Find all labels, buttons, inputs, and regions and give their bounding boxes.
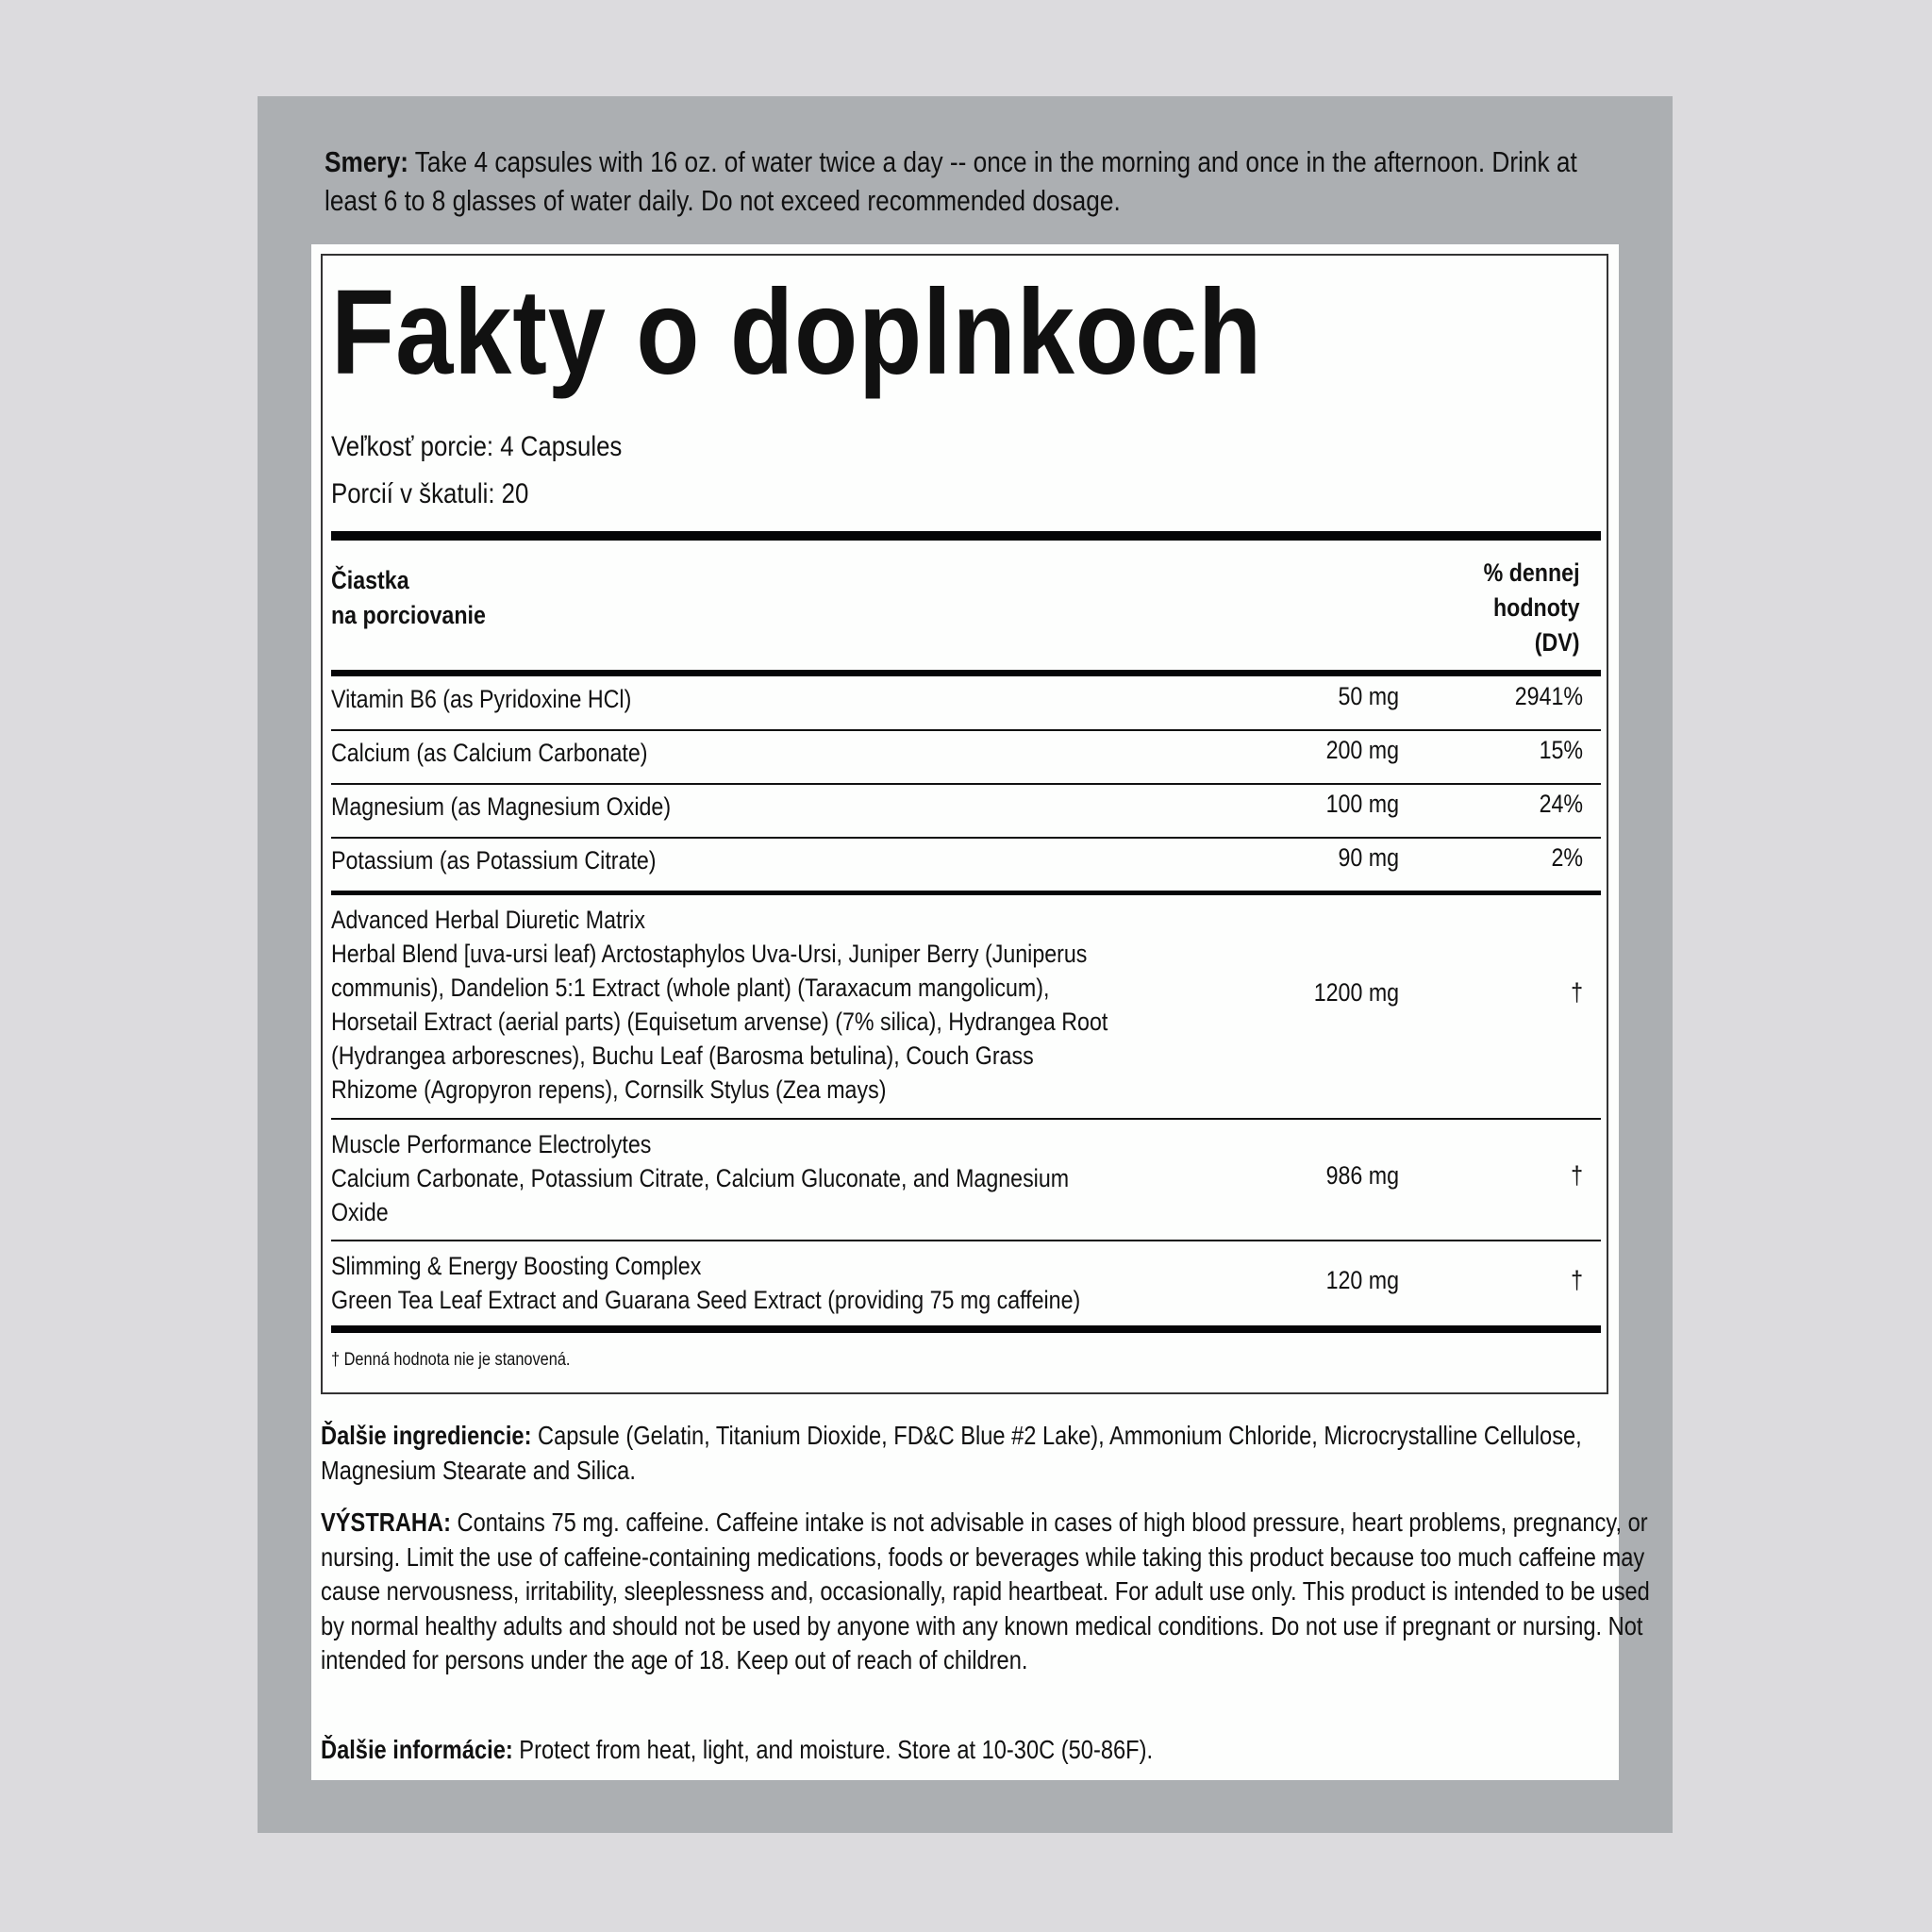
blend-line: communis), Dandelion 5:1 Extract (whole plant) (Taraxacum mangolicum),: [331, 974, 1050, 1002]
other-ingredients-label: Ďalšie ingrediencie:: [321, 1421, 532, 1450]
additional-info-label: Ďalšie informácie:: [321, 1735, 513, 1764]
nutrient-dv: 2941%: [1514, 682, 1583, 710]
nutrient-name: Potassium (as Potassium Citrate): [331, 846, 657, 874]
header-right-line1: % dennej: [1484, 558, 1580, 587]
blend-line: Calcium Carbonate, Potassium Citrate, Calcium Gluconate, and Magnesium: [331, 1164, 1070, 1192]
thin-rule: [331, 1118, 1601, 1120]
header-right-line3: (DV): [1535, 628, 1580, 657]
dagger-icon: †: [1571, 1161, 1583, 1190]
blend-row: [331, 1249, 1601, 1324]
servings-per-container: Porcií v škatuli: 20: [331, 478, 529, 509]
header-right-line2: hodnoty: [1493, 593, 1580, 622]
nutrient-name: Vitamin B6 (as Pyridoxine HCl): [331, 685, 632, 713]
thin-rule: [331, 783, 1601, 785]
blend-amount: 1200 mg: [1313, 978, 1399, 1007]
thick-rule: [331, 1325, 1601, 1333]
nutrient-name: Calcium (as Calcium Carbonate): [331, 739, 648, 767]
additional-info: [321, 1733, 1651, 1768]
thin-rule: [331, 729, 1601, 731]
blend-row: [331, 903, 1601, 1110]
nutrient-amount: 50 mg: [1338, 682, 1399, 710]
directions-text: [325, 143, 1617, 221]
other-ingredients-text: Capsule (Gelatin, Titanium Dioxide, FD&C Blue #2 Lake), Ammonium Chloride, Microcrystalline Cellulose, Magnesium Stearate and Silica.: [321, 1421, 1582, 1485]
blend-title: Advanced Herbal Diuretic Matrix: [331, 906, 645, 934]
table-row: [331, 682, 1601, 729]
directions-label: Smery:: [325, 146, 408, 178]
dagger-icon: †: [1571, 1266, 1583, 1294]
blend-line: (Hydrangea arborescnes), Buchu Leaf (Barosma betulina), Couch Grass: [331, 1041, 1034, 1070]
blend-line: Oxide: [331, 1198, 389, 1226]
blend-amount: 120 mg: [1325, 1266, 1399, 1294]
nutrient-amount: 200 mg: [1325, 736, 1399, 764]
blend-amount: 986 mg: [1325, 1161, 1399, 1190]
thin-rule: [331, 1240, 1601, 1241]
warning-text: Contains 75 mg. caffeine. Caffeine intake is not advisable in cases of high blood pressure, heart problems, pregnancy, or nursing. Limit the use of caffeine-containing medications, foods or beverages while taking this product because too much caffeine may cause nervousness, irritability, sleeplessness and, occasionally, rapid heartbeat. For adult use only. This product is intended to be used by normal healthy adults and should not be used by anyone with any known medical conditions. Do not use if pregnant or nursing. Not intended for persons under the age of 18. Keep out of reach of children.: [321, 1507, 1650, 1674]
serving-size: Veľkosť porcie: 4 Capsules: [331, 431, 623, 462]
blend-line: Rhizome (Agropyron repens), Cornsilk Stylus (Zea mays): [331, 1075, 887, 1104]
dagger-icon: †: [1571, 978, 1583, 1007]
supplement-facts-box: [321, 254, 1608, 1394]
thick-rule: [331, 670, 1601, 676]
blend-description: [331, 1249, 1080, 1317]
blend-description: [331, 1127, 1069, 1229]
blend-description: [331, 903, 1108, 1107]
thin-rule: [331, 837, 1601, 839]
blend-line: Green Tea Leaf Extract and Guarana Seed Extract (providing 75 mg caffeine): [331, 1286, 1081, 1314]
blend-title: Muscle Performance Electrolytes: [331, 1130, 652, 1158]
table-row: [331, 736, 1601, 783]
nutrient-amount: 100 mg: [1325, 790, 1399, 818]
nutrient-dv: 24%: [1539, 790, 1583, 818]
dv-footnote: † Denná hodnota nie je stanovená.: [331, 1350, 571, 1370]
amount-per-serving-header: [331, 563, 486, 633]
directions-body: Take 4 capsules with 16 oz. of water twice a day -- once in the morning and once in the afternoon. Drink at least 6 to 8 glasses of water daily. Do not exceed recommended dosage.: [325, 146, 1577, 217]
thick-rule: [331, 531, 1601, 541]
medium-rule: [331, 891, 1601, 895]
facts-title: Fakty o doplnkoch: [331, 265, 1263, 400]
blend-line: Horsetail Extract (aerial parts) (Equisetum arvense) (7% silica), Hydrangea Root: [331, 1008, 1108, 1036]
header-left-line2: na porciovanie: [331, 601, 486, 629]
table-row: [331, 790, 1601, 837]
nutrient-name: Magnesium (as Magnesium Oxide): [331, 792, 672, 821]
other-ingredients: [321, 1419, 1651, 1488]
blend-line: Herbal Blend [uva-ursi leaf) Arctostaphylos Uva-Ursi, Juniper Berry (Juniperus: [331, 940, 1088, 968]
blend-row: [331, 1127, 1601, 1236]
nutrient-amount: 90 mg: [1338, 843, 1399, 872]
warning-label: VÝSTRAHA:: [321, 1507, 451, 1537]
header-left-line1: Čiastka: [331, 566, 409, 594]
table-row: [331, 843, 1601, 891]
daily-value-header: [1484, 556, 1580, 660]
additional-info-text: Protect from heat, light, and moisture. Store at 10-30C (50-86F).: [512, 1735, 1154, 1764]
blend-title: Slimming & Energy Boosting Complex: [331, 1252, 702, 1280]
nutrient-dv: 15%: [1539, 736, 1583, 764]
nutrient-dv: 2%: [1551, 843, 1583, 872]
warning: [321, 1506, 1651, 1678]
